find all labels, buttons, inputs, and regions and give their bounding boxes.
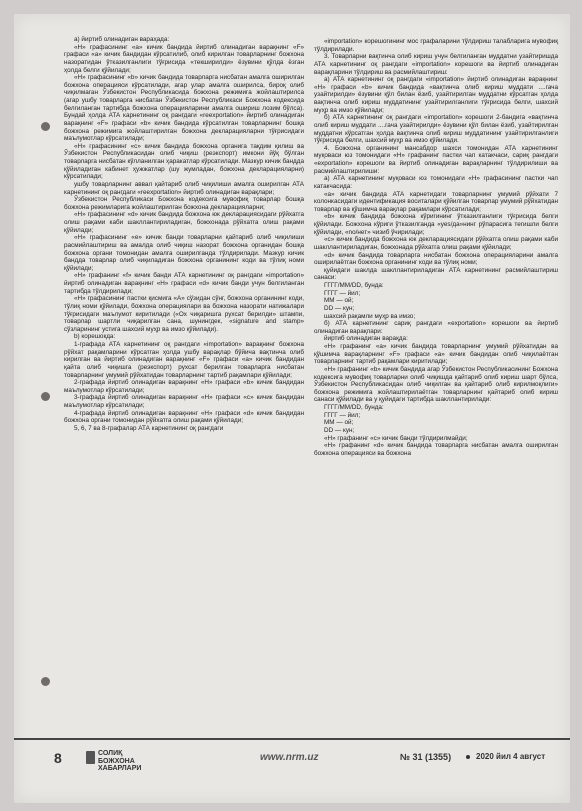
paragraph: 1-графада АТА карнетининг оқ рангдаги «importation» варақнинг божхона рўйхат рақамларини кўрсатган ҳолда ушбу варақлар бўйича вақтинча олиб кирилган ва йиртиб олинадиган варақнинг «F» графаси «а» кичик бандидан қайта олиб чиқишга (реэкспорт) рухсат берилган товарларга нисбатан товарларнинг умумий рўйхатидан товарларнинг тартиб рақамлари қўйилади; [64, 341, 304, 379]
paragraph: Ўзбекистон Республикаси Божхона кодексига мувофиқ товарлар бошқа божхона режимларига жойлаштирилган божхона декларацияларни; [64, 196, 304, 211]
paragraph: «Н» графасининг «с» кичик бандида божхона органига тақдим қилиш ва Ўзбекистон Республикасидан олиб чиқиш (реэкспорт) имкони йўқ бўлган товарларга нисбатан кўлланилган ҳаракатлар кўрсатилади. Мазкур кичик бандда қўйиладиган кабинет ҳужжатлар (шу жумладан, божхона декларацияларни) кўрсатилади; [64, 142, 304, 181]
website-link[interactable]: www.nrm.uz [260, 752, 319, 763]
paragraph: «Н» графасининг пастки қисмига «А» сўзидан сўнг, божхона органининг коди, тўлиқ номи қўйилади, божхона операциялари ва божхона назорати натижалари тўғрисидаги маълумот киритилади («Ох чиқаришга рухсат берилди» штампи, товарлар шартли чиқарилган сана, шунингдек, «signature and stamp» сўзларининг устига шахсий муҳр ва имзо қўйилади). [64, 295, 304, 333]
paragraph: «Н» графасининг «d» кичик бандида божхона юк декларациясидаги рўйхатга олиш рақами каби шакллантириладиган, божхонада рўйхатга олиш рақами қўйилади; [64, 211, 304, 234]
binding-hole [41, 677, 50, 686]
newspaper-page [14, 14, 570, 803]
paragraph: 5, 6, 7 ва 8-графалар АТА карнетининг оқ рангдаги [74, 424, 224, 432]
left-column [64, 36, 304, 433]
logo-line1: СОЛИҚ [98, 750, 123, 757]
page-footer [14, 738, 570, 772]
logo-mark-icon [86, 751, 95, 764]
paragraph: а) АТА карнетининг муқоваси юз томонидаги «Н» графасининг пастки чап катакчасида: [314, 175, 558, 190]
paragraph: DD — кун; [324, 426, 355, 434]
paragraph: «а» кичик бандида АТА карнетидаги товарларнинг умумий рўйхати 7 колонкасидаги идентификация воситалари қўйилган товарлар умумий рўйхатидан товарлар ва қўшимча варақлар рақамлари кўрсатилади; [314, 190, 558, 213]
paragraph: «Н» графанинг «f» кичик банди АТА карнетининг оқ рангдаги «importation» йиртиб олинадиган варақнинг «Н» графаси «d» кичик банди учун белгиланган тартибда тўлдирилади; [64, 272, 304, 295]
paragraph: 2-графада йиртиб олинадиган варақнинг «Н» графаси «b» кичик бандидан маълумотлар кўрсатилади; [64, 379, 304, 394]
paragraph: «d» кичик бандида товарларга нисбатан божхона операцияларини амалга оширилаётган божхона органининг коди ва тўлиқ номи; [314, 251, 558, 267]
paragraph: 4. Божхона органининг мансабдор шахси томонидан АТА карнетининг муқоваси юз томонидаги «Н» графанинг пастки чап катакчаси, сариқ рангдаги «exportation» корешоги ва йиртиб олинадиган варақларнинг тўлдирилиши ва расмийлаштирилиши: [314, 144, 558, 175]
paragraph: ГГГГ — йил; [324, 411, 361, 419]
paragraph: қуйидаги шаклда шакллантириладиган АТА карнетининг расмийлаштириш санаси: [314, 266, 558, 282]
paragraph: 4-графада йиртиб олинадиган варақнинг «Н» графаси «d» кичик бандидан божхона органи томонидан рўйхатга олиш рақами қўйилади; [64, 409, 304, 425]
paragraph: «Н» графасининг «е» кичик банди товарларни қайтариб олиб чиқилиши расмийлаштириш ва амалда олиб чиқиш назорат божхона органидан бошқа божхона органи томонидан амалга оширилганда тўлдирилади. Мазкур кичик бандда товарлар олиб чиқиладиган божхона органининг коди ва тўлиқ номи қўйилади; [64, 234, 304, 272]
paragraph: ММ — ой; [324, 297, 354, 305]
paragraph: б) АТА карнетининг оқ рангдаги «importation» корешоги 2-бандига «вақтинча олиб кириш муддати ....гача узайтирилди» ёзувини қўл билан ёзиб, узайтирилган муддатни кўрсатган ҳолда вақтинча олиб кириш муддатининг узайтирилганлиги тўғрисида белги, шахсий муҳр ва имзо қўйилади. [314, 114, 558, 145]
paragraph: 3. Товарларни вақтинча олиб кириш учун белгиланган муддатни узайтиришда АТА карнетининг оқ рангдаги «importation» корешоги ва йиртиб олинадиган варақларини тўлдириш ва расмийлаштириш: [314, 53, 558, 76]
paragraph: б) АТА карнетининг сариқ рангдаги «exportation» корешоги ва йиртиб олинадиган варақлари: [314, 320, 558, 335]
paragraph: «Н» графасининг «b» кичик бандида товарларга нисбатан амалга оширилган божхона операцияси кўрсатилади, агар улар амалга оширилса, бироқ олиб чиқилмаган Ўзбекистон Республикасида божхона режимига жойлаштирилса (агар ушбу товарларга нисбатан Ўзбекистон Республикаси Божхона кодексида белгиланган тартибда божхона операцияларини амалга ошириш лозим бўлса). Бундай ҳолда АТА карнетининг оқ рангдаги «reexportation» йиртиб олинадиган варақнинг «F» графаси «b» кичик бандида кўрсатилган товарларнинг бошқа божхона режимига жойлаштирилган божхона декларацияларни тўғрисидаги маълумотлар кўрсатилади; [64, 74, 304, 143]
logo-line2: БОЖХОНА ХАБАРЛАРИ [98, 758, 142, 772]
paragraph: а) АТА карнетининг оқ рангдаги «importation» йиртиб олинадиган варақнинг «Н» графаси «b» кичик бандида «вақтинча олиб кириш муддати ....гача узайтирилди» ёзувини қўл билан ёзиб, узайтирилган муддатни кўрсатган ҳолда вақтинча олиб кириш муддатининг узайтирилганлиги тўғрисида белги, шахсий муҳр ва имзо қўйилади; [314, 76, 558, 114]
paragraph: шахсий рақамли муҳр ва имзо; [324, 312, 416, 320]
publication-logo [86, 750, 162, 772]
page-number: 8 [54, 750, 62, 766]
paragraph: «importation» корешогининг мос графаларини тўлдириш талабларига мувофиқ тўлдирилади. [314, 38, 558, 53]
paragraph: DD — кун; [324, 304, 355, 312]
separator-dot-icon [466, 755, 470, 759]
paragraph: ушбу товарларнинг аввал қайтариб олиб чиқилиши амалга оширилган АТА карнетининг оқ рангдаги «reexportation» йиртиб олинадиган варақлари; [64, 180, 304, 196]
paragraph: а) йиртиб олинадиган вараҳада: [74, 36, 170, 43]
paragraph: b) корешокда: [74, 333, 116, 341]
right-column [314, 38, 558, 457]
paragraph: ММ — ой; [324, 419, 354, 427]
issue-date: 2020 йил 4 август [476, 752, 546, 761]
paragraph: «Н» графанинг «с» кичик банди тўлдирилмайди; [324, 434, 468, 442]
paragraph: «с» кичик бандида божхона юк декларациясидаги рўйхатга олиш рақами каби шакллантириладиган, божхонада рўйхатга олиш рақами қўйилади; [314, 236, 558, 251]
paragraph: ГГГГ/ММ/DD, бунда: [324, 282, 384, 289]
binding-hole [41, 122, 50, 131]
binding-hole [41, 392, 50, 401]
paragraph: ГГГГ — йил; [324, 289, 361, 297]
paragraph: «b» кичик бандида божхона кўригининг ўтказилганлиги тўғрисида белги қўйилади. Божхона кўриги ўтказилганда «yes/да»нинг рўпарасига тегишли белги қўйилади, «no/нет» чизиб ўчирилади; [314, 213, 558, 236]
paragraph: «Н» графанинг «d» кичик бандида товарларга нисбатан амалга оширилган божхона операцияси ва божхона [314, 442, 558, 457]
paragraph: йиртиб олинадиган варақда: [324, 335, 408, 343]
paragraph: «Н» графасининг «а» кичик бандида йиртиб олинадиган варақнинг «F» графаси «а» кичик бандидан кўрсатилиб, олиб кирилган товарларнинг божхона назоратидан ўтказилганлиги тўғрисида «текширилди» ёзувини қўлда ёзган ҳолда белги қўйилади; [64, 43, 304, 74]
paragraph: ГГГГ/ММ/DD, бунда: [324, 404, 384, 411]
issue-number: № 31 (1355) [400, 752, 452, 762]
paragraph: «Н» графанинг «b» кичик бандида агар Ўзбекистон Республикасининг Божхона кодексига мувофиқ товарларни олиб чиқишда қайтариб олиб кириш шарт бўлса, Ўзбекистон Республикасидан олиб чиқилган ва қайтариб олиб кирилмоқлиги» божхона режимига жойлаштирилаётган товарларнинг қайтариб олиб кириш санаси қўйилади ва у қуйидаги тартибда шакллантирилади: [314, 365, 558, 404]
paragraph: «Н» графанинг «а» кичик бандида товарларнинг умумий рўйхатидан ва қўшимча варақларнинг «F» графаси «а» кичик бандидан олиб чиқилаётган товарларнинг тартиб рақамлари киритилади; [314, 343, 558, 366]
paragraph: 3-графада йиртиб олинадиган варақнинг «Н» графаси «с» кичик бандидан маълумотлар кўрсатилади; [64, 394, 304, 409]
